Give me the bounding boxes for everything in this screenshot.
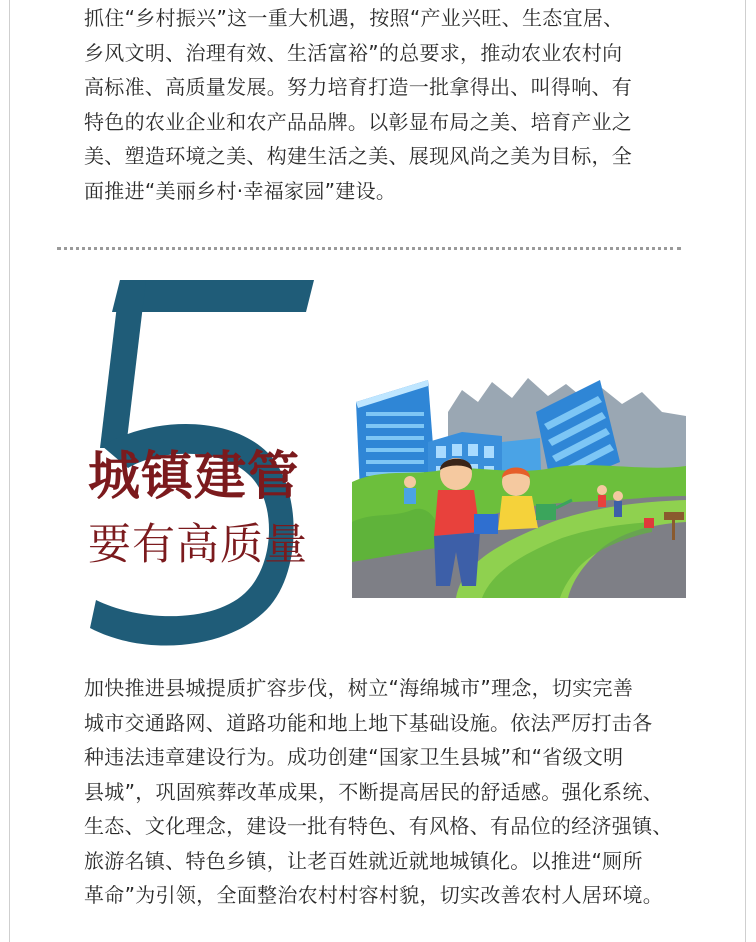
intro-line: 特色的农业企业和农产品品牌。以彰显布局之美、培育产业之 — [84, 109, 633, 134]
body-line: 县城”，巩固殡葬改革成果，不断提高居民的舒适感。强化系统、 — [84, 779, 664, 804]
body-line: 生态、文化理念，建设一批有特色、有风格、有品位的经济强镇、 — [84, 814, 673, 838]
city-gardening-illustration-icon — [352, 372, 686, 598]
section-divider — [57, 247, 681, 250]
body-line: 种违法违章建设行为。成功创建“国家卫生县城”和“省级文明 — [84, 745, 624, 769]
body-paragraph — [84, 671, 704, 913]
section-title-main: 城镇建管 — [88, 447, 301, 507]
body-line: 加快推进县城提质扩容步伐，树立“海绵城市”理念，切实完善 — [84, 676, 634, 700]
body-line: 革命”为引领，全面整治农村村容村貌，切实改善农村人居环境。 — [84, 883, 664, 907]
page-border-right — [745, 0, 746, 942]
intro-line: 美、塑造环境之美、构建生活之美、展现风尚之美为目标，全 — [84, 144, 633, 168]
intro-line: 抓住“乡村振兴”这一重大机遇，按照“产业兴旺、生态宜居、 — [84, 6, 624, 30]
intro-line: 乡风文明、治理有效、生活富裕”的总要求，推动农业农村向 — [84, 40, 623, 65]
page-border-left — [9, 0, 10, 942]
intro-line: 高标准、高质量发展。努力培育打造一批拿得出、叫得响、有 — [84, 75, 633, 99]
section-title-sub: 要有高质量 — [88, 520, 308, 570]
body-line: 城市交通路网、道路功能和地上地下基础设施。依法严厉打击各 — [84, 710, 653, 735]
intro-line: 面推进“美丽乡村·幸福家园”建设。 — [84, 178, 397, 203]
body-line: 旅游名镇、特色乡镇，让老百姓就近就地城镇化。以推进“厕所 — [84, 848, 643, 873]
intro-paragraph — [84, 1, 704, 208]
